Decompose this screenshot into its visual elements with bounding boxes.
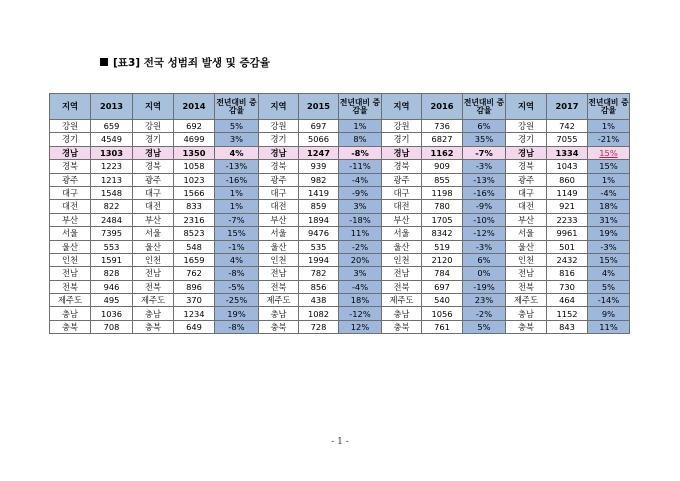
table-row — [50, 160, 630, 173]
table-row — [50, 294, 630, 307]
table-cell: 982 — [299, 173, 339, 186]
rate-cell: -13% — [215, 160, 259, 173]
table-cell: 8523 — [174, 227, 215, 240]
header-cell-year: 2015 — [299, 94, 339, 120]
rate-cell: -9% — [339, 186, 382, 199]
table-cell: 충남 — [50, 307, 91, 320]
rate-cell: -9% — [463, 200, 506, 213]
table-cell: 501 — [547, 240, 588, 253]
table-cell: 강원 — [50, 120, 91, 133]
emphasized-value: 15% — [599, 147, 618, 158]
table-cell: 서울 — [382, 227, 422, 240]
square-bullet-icon — [100, 58, 108, 66]
header-cell-year: 2017 — [547, 94, 588, 120]
rate-cell: 20% — [339, 253, 382, 266]
rate-cell: 4% — [215, 253, 259, 266]
table-cell: 1082 — [299, 307, 339, 320]
header-cell-region: 지역 — [506, 94, 547, 120]
table-cell: 2316 — [174, 213, 215, 226]
table-header-row — [50, 94, 630, 120]
rate-cell: -12% — [463, 227, 506, 240]
page-number: - 1 - — [331, 437, 349, 447]
table-row — [50, 120, 630, 133]
table-cell: 728 — [299, 320, 339, 333]
table-cell: 909 — [422, 160, 463, 173]
table-cell: 833 — [174, 200, 215, 213]
table-cell: 전남 — [382, 267, 422, 280]
table-cell: 1659 — [174, 253, 215, 266]
table-cell: 553 — [91, 240, 133, 253]
rate-cell: 8% — [339, 133, 382, 146]
table-cell: 제주도 — [133, 294, 174, 307]
table-cell: 1223 — [91, 160, 133, 173]
table-row — [50, 146, 630, 159]
table-cell: 부산 — [382, 213, 422, 226]
table-row — [50, 173, 630, 186]
table-cell: 인천 — [133, 253, 174, 266]
table-cell: 경남 — [50, 146, 91, 159]
table-cell: 경북 — [50, 160, 91, 173]
table-cell: 대구 — [259, 186, 299, 199]
table-cell: 939 — [299, 160, 339, 173]
table-cell: 761 — [422, 320, 463, 333]
table-cell: 1419 — [299, 186, 339, 199]
table-cell: 서울 — [50, 227, 91, 240]
rate-cell: -5% — [215, 280, 259, 293]
table-cell: 제주도 — [506, 294, 547, 307]
table-cell: 제주도 — [382, 294, 422, 307]
table-cell: 인천 — [382, 253, 422, 266]
rate-cell: 18% — [339, 294, 382, 307]
table-cell: 부산 — [259, 213, 299, 226]
rate-cell: 15% — [588, 253, 630, 266]
rate-cell: 4% — [588, 267, 630, 280]
rate-cell: -16% — [463, 186, 506, 199]
header-cell-year: 2016 — [422, 94, 463, 120]
table-cell: 762 — [174, 267, 215, 280]
header-cell-region: 지역 — [50, 94, 91, 120]
table-row — [50, 280, 630, 293]
table-cell: 광주 — [50, 173, 91, 186]
rate-cell: -14% — [588, 294, 630, 307]
header-cell-rate: 전년대비 증감율 — [463, 94, 506, 120]
table-cell: 대구 — [382, 186, 422, 199]
rate-cell: 15% — [215, 227, 259, 240]
rate-cell: 6% — [463, 253, 506, 266]
table-cell: 1162 — [422, 146, 463, 159]
table-cell: 697 — [422, 280, 463, 293]
table-cell: 535 — [299, 240, 339, 253]
table-cell: 충남 — [133, 307, 174, 320]
table-cell: 대구 — [133, 186, 174, 199]
rate-cell: 0% — [463, 267, 506, 280]
table-row — [50, 200, 630, 213]
table-cell: 370 — [174, 294, 215, 307]
table-row — [50, 320, 630, 333]
rate-cell: -4% — [588, 186, 630, 199]
table-cell: 1994 — [299, 253, 339, 266]
table-cell: 전남 — [50, 267, 91, 280]
table-cell: 1234 — [174, 307, 215, 320]
table-cell: 843 — [547, 320, 588, 333]
rate-cell: 23% — [463, 294, 506, 307]
rate-cell: 35% — [463, 133, 506, 146]
table-cell: 692 — [174, 120, 215, 133]
table-cell: 697 — [299, 120, 339, 133]
rate-cell: 3% — [339, 267, 382, 280]
table-cell: 1036 — [91, 307, 133, 320]
table-cell: 5066 — [299, 133, 339, 146]
table-cell: 7055 — [547, 133, 588, 146]
table-cell: 울산 — [506, 240, 547, 253]
table-cell: 730 — [547, 280, 588, 293]
table-cell: 서울 — [506, 227, 547, 240]
table-cell: 경남 — [133, 146, 174, 159]
rate-cell: -8% — [339, 146, 382, 159]
rate-cell: 31% — [588, 213, 630, 226]
table-row — [50, 186, 630, 199]
table-cell: 대전 — [50, 200, 91, 213]
rate-cell: -25% — [215, 294, 259, 307]
table-cell: 649 — [174, 320, 215, 333]
table-cell: 1056 — [422, 307, 463, 320]
rate-cell: -3% — [588, 240, 630, 253]
rate-cell: -1% — [215, 240, 259, 253]
table-cell: 816 — [547, 267, 588, 280]
table-title — [100, 55, 270, 70]
table-cell: 울산 — [133, 240, 174, 253]
table-cell: 856 — [299, 280, 339, 293]
table-cell: 광주 — [133, 173, 174, 186]
table-cell: 2484 — [91, 213, 133, 226]
table-cell: 인천 — [506, 253, 547, 266]
table-row — [50, 240, 630, 253]
table-cell: 전남 — [506, 267, 547, 280]
table-cell: 인천 — [50, 253, 91, 266]
table-cell: 1023 — [174, 173, 215, 186]
table-cell: 519 — [422, 240, 463, 253]
table-cell: 2432 — [547, 253, 588, 266]
table-row — [50, 133, 630, 146]
rate-cell: 1% — [588, 120, 630, 133]
table-cell: 강원 — [133, 120, 174, 133]
table-cell: 대구 — [50, 186, 91, 199]
table-cell: 대전 — [259, 200, 299, 213]
rate-cell: 5% — [215, 120, 259, 133]
table-cell: 708 — [91, 320, 133, 333]
table-cell: 경남 — [259, 146, 299, 159]
header-cell-year: 2014 — [174, 94, 215, 120]
table-cell: 인천 — [259, 253, 299, 266]
table-cell: 1058 — [174, 160, 215, 173]
rate-cell: 18% — [588, 200, 630, 213]
table-cell: 7395 — [91, 227, 133, 240]
table-cell: 경북 — [259, 160, 299, 173]
table-cell: 540 — [422, 294, 463, 307]
table-cell: 부산 — [506, 213, 547, 226]
rate-cell: 12% — [339, 320, 382, 333]
table-cell: 강원 — [506, 120, 547, 133]
rate-cell: 19% — [588, 227, 630, 240]
table-cell: 742 — [547, 120, 588, 133]
table-cell: 548 — [174, 240, 215, 253]
table-cell: 전남 — [133, 267, 174, 280]
rate-cell: 5% — [588, 280, 630, 293]
table-cell: 부산 — [133, 213, 174, 226]
rate-cell — [588, 146, 630, 159]
table-cell: 9961 — [547, 227, 588, 240]
table-cell: 경기 — [506, 133, 547, 146]
table-cell: 경기 — [50, 133, 91, 146]
table-cell: 438 — [299, 294, 339, 307]
table-cell: 784 — [422, 267, 463, 280]
rate-cell: 15% — [588, 160, 630, 173]
table-cell: 8342 — [422, 227, 463, 240]
table-cell: 1566 — [174, 186, 215, 199]
table-cell: 울산 — [382, 240, 422, 253]
table-cell: 울산 — [50, 240, 91, 253]
table-cell: 1303 — [91, 146, 133, 159]
table-cell: 충남 — [259, 307, 299, 320]
table-cell: 대전 — [382, 200, 422, 213]
rate-cell: 1% — [215, 200, 259, 213]
rate-cell: 9% — [588, 307, 630, 320]
table-cell: 광주 — [506, 173, 547, 186]
table-cell: 대구 — [506, 186, 547, 199]
header-cell-rate: 전년대비 증감율 — [339, 94, 382, 120]
table-title-text: [표3] 전국 성범죄 발생 및 증감율 — [113, 57, 270, 69]
rate-cell: -8% — [215, 267, 259, 280]
rate-cell: -16% — [215, 173, 259, 186]
table-cell: 서울 — [259, 227, 299, 240]
rate-cell: -18% — [339, 213, 382, 226]
rate-cell: -2% — [339, 240, 382, 253]
table-cell: 제주도 — [50, 294, 91, 307]
rate-cell: -8% — [215, 320, 259, 333]
table-cell: 828 — [91, 267, 133, 280]
rate-cell: -19% — [463, 280, 506, 293]
table-cell: 1152 — [547, 307, 588, 320]
table-cell: 495 — [91, 294, 133, 307]
rate-cell: -13% — [463, 173, 506, 186]
table-cell: 1198 — [422, 186, 463, 199]
header-cell-year: 2013 — [91, 94, 133, 120]
table-cell: 대전 — [133, 200, 174, 213]
rate-cell: 1% — [588, 173, 630, 186]
table-row — [50, 213, 630, 226]
table-cell: 강원 — [382, 120, 422, 133]
table-cell: 782 — [299, 267, 339, 280]
table-cell: 경기 — [382, 133, 422, 146]
table-cell: 6827 — [422, 133, 463, 146]
table-row — [50, 267, 630, 280]
table-cell: 1548 — [91, 186, 133, 199]
table-cell: 충남 — [506, 307, 547, 320]
header-cell-region: 지역 — [382, 94, 422, 120]
table-cell: 1350 — [174, 146, 215, 159]
table-cell: 충남 — [382, 307, 422, 320]
table-cell: 1591 — [91, 253, 133, 266]
table-cell: 4549 — [91, 133, 133, 146]
rate-cell: 1% — [215, 186, 259, 199]
table-cell: 822 — [91, 200, 133, 213]
table-row — [50, 227, 630, 240]
rate-cell: -7% — [215, 213, 259, 226]
table-cell: 서울 — [133, 227, 174, 240]
table-cell: 경남 — [506, 146, 547, 159]
table-cell: 경기 — [259, 133, 299, 146]
rate-cell: -2% — [463, 307, 506, 320]
header-cell-rate: 전년대비 증감율 — [588, 94, 630, 120]
table-cell: 1247 — [299, 146, 339, 159]
table-cell: 경북 — [133, 160, 174, 173]
table-cell: 충북 — [506, 320, 547, 333]
table-cell: 921 — [547, 200, 588, 213]
table-cell: 충북 — [259, 320, 299, 333]
table-cell: 전북 — [50, 280, 91, 293]
table-cell: 4699 — [174, 133, 215, 146]
rate-cell: 11% — [339, 227, 382, 240]
rate-cell: 5% — [463, 320, 506, 333]
table-cell: 1705 — [422, 213, 463, 226]
table-cell: 제주도 — [259, 294, 299, 307]
table-cell: 울산 — [259, 240, 299, 253]
table-cell: 경북 — [382, 160, 422, 173]
header-cell-region: 지역 — [259, 94, 299, 120]
rate-cell: 11% — [588, 320, 630, 333]
table-cell: 전남 — [259, 267, 299, 280]
table-cell: 전북 — [133, 280, 174, 293]
rate-cell: -3% — [463, 240, 506, 253]
table-cell: 충북 — [50, 320, 91, 333]
table-cell: 464 — [547, 294, 588, 307]
rate-cell: -7% — [463, 146, 506, 159]
table-row — [50, 307, 630, 320]
rate-cell: 1% — [339, 120, 382, 133]
table-cell: 2120 — [422, 253, 463, 266]
table-cell: 659 — [91, 120, 133, 133]
table-cell: 1894 — [299, 213, 339, 226]
table-body — [50, 120, 630, 334]
rate-cell: -10% — [463, 213, 506, 226]
table-cell: 896 — [174, 280, 215, 293]
table-cell: 1043 — [547, 160, 588, 173]
table-cell: 전북 — [259, 280, 299, 293]
rate-cell: 3% — [339, 200, 382, 213]
table-cell: 859 — [299, 200, 339, 213]
rate-cell: -12% — [339, 307, 382, 320]
table-cell: 전북 — [382, 280, 422, 293]
rate-cell: -21% — [588, 133, 630, 146]
table-cell: 광주 — [259, 173, 299, 186]
table-cell: 충북 — [133, 320, 174, 333]
rate-cell: -4% — [339, 280, 382, 293]
table-cell: 855 — [422, 173, 463, 186]
table-cell: 780 — [422, 200, 463, 213]
header-cell-rate: 전년대비 증감율 — [215, 94, 259, 120]
rate-cell: 6% — [463, 120, 506, 133]
rate-cell: -3% — [463, 160, 506, 173]
table-cell: 1213 — [91, 173, 133, 186]
rate-cell: 19% — [215, 307, 259, 320]
crime-statistics-table — [49, 93, 630, 334]
table-cell: 946 — [91, 280, 133, 293]
table-cell: 1334 — [547, 146, 588, 159]
table-cell: 9476 — [299, 227, 339, 240]
rate-cell: 3% — [215, 133, 259, 146]
table-cell: 경기 — [133, 133, 174, 146]
table-cell: 736 — [422, 120, 463, 133]
table-cell: 부산 — [50, 213, 91, 226]
table-cell: 860 — [547, 173, 588, 186]
table-cell: 2233 — [547, 213, 588, 226]
table-row — [50, 253, 630, 266]
table-cell: 전북 — [506, 280, 547, 293]
rate-cell: -4% — [339, 173, 382, 186]
table-cell: 충북 — [382, 320, 422, 333]
header-cell-region: 지역 — [133, 94, 174, 120]
rate-cell: -11% — [339, 160, 382, 173]
table-cell: 광주 — [382, 173, 422, 186]
table-cell: 경북 — [506, 160, 547, 173]
table-cell: 1149 — [547, 186, 588, 199]
table-cell: 강원 — [259, 120, 299, 133]
table-cell: 경남 — [382, 146, 422, 159]
table-cell: 대전 — [506, 200, 547, 213]
rate-cell: 4% — [215, 146, 259, 159]
